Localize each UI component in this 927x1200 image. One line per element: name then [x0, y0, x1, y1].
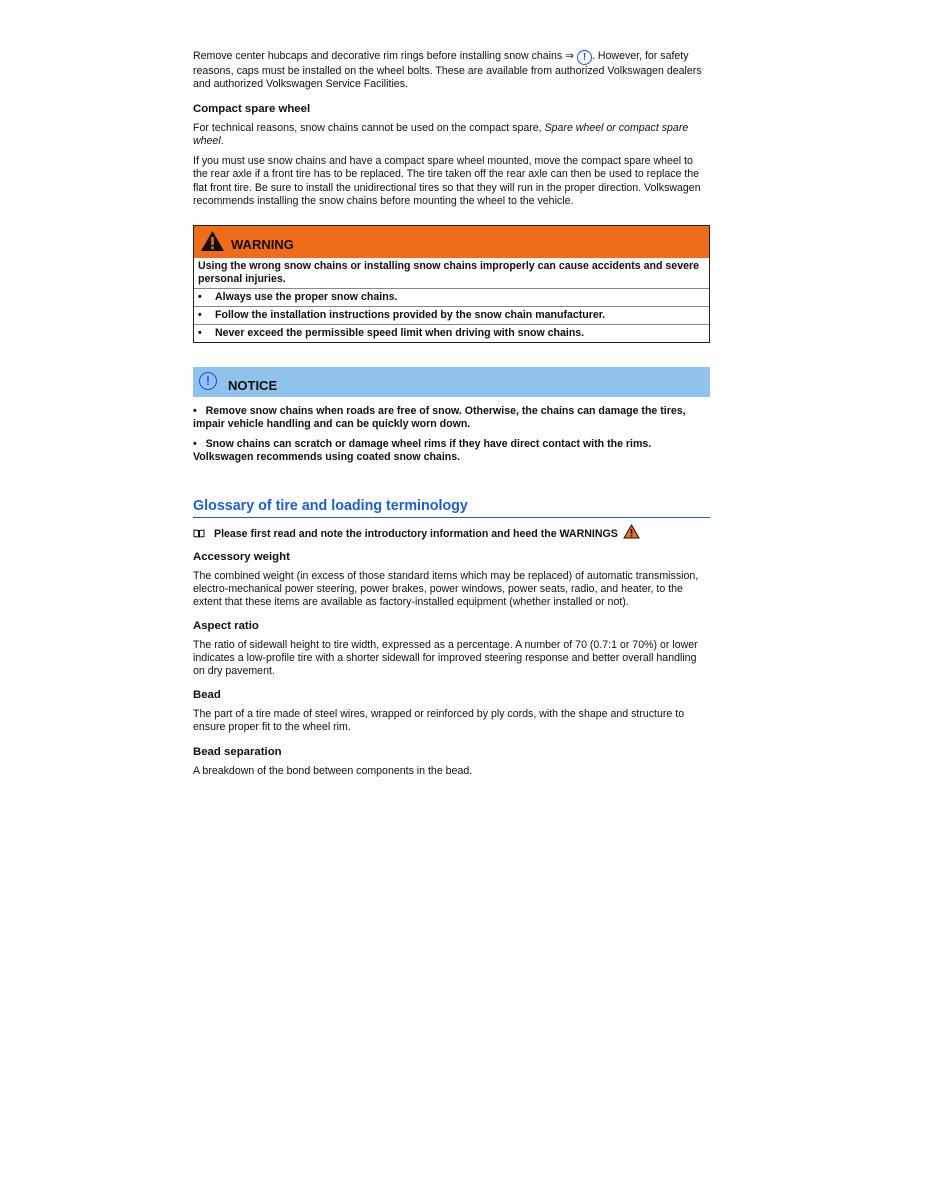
warning-item-text: Always use the proper snow chains. — [215, 290, 398, 303]
compact-spare-xref-link[interactable]: Spare wheel or compact spare wheel — [193, 122, 689, 148]
warning-lead: Using the wrong snow chains or installing snow chains improperly can cause accidents and severe personal injuries. — [198, 259, 699, 285]
compact-spare-para-1-end: . — [220, 135, 224, 148]
compact-spare-heading: Compact spare wheel — [193, 103, 311, 116]
compact-spare-para-1 — [193, 122, 710, 148]
term-body: The combined weight (in excess of those standard items which may be replaced) of automatic transmission, electro-mechanical power steering, power brakes, power windows, power seats, radio, and heater, to the extent that these items are available as factory-installed equipment (whether installed or not). — [193, 569, 699, 608]
term-body: The part of a tire made of steel wires, wrapped or reinforced by ply cords, with the shape and structure to ensure proper fit to the wheel rim. — [193, 708, 685, 734]
notice-icon: ! — [577, 50, 592, 65]
bullet: • — [198, 308, 202, 321]
intro-text-after: . However, for safety reasons, caps must be installed on the wheel bolts. These are available from authorized Volkswagen dealers and authorized Volkswagen Service Facilities. — [193, 50, 702, 91]
glossary-term — [193, 745, 710, 778]
notice-body — [193, 405, 710, 464]
compact-spare-para-2: If you must use snow chains and have a compact spare wheel mounted, move the compact spare wheel to the rear axle if a front tire has to be replaced. The tire taken off the rear axle can then be used to replace the flat front tire. Be sure to install the unidirectional tires so that they will run in the proper direction. Volkswagen recommends installing the snow chains before mounting the wheel to the vehicle. — [193, 155, 701, 207]
warning-box — [193, 225, 710, 343]
bullet: • — [193, 404, 197, 417]
glossary-term — [193, 688, 710, 734]
term-heading: Aspect ratio — [193, 620, 259, 633]
intro-text-before: Remove center hubcaps and decorative rim rings before installing snow chains ⇒ — [193, 50, 575, 62]
notice-item-text: Remove snow chains when roads are free of snow. Otherwise, the chains can damage the tires, impair vehicle handling and can be quickly worn down. — [193, 404, 686, 430]
bullet: • — [198, 326, 202, 339]
document-page — [193, 50, 710, 778]
term-body: A breakdown of the bond between components in the bead. — [193, 764, 473, 777]
notice-icon: ! — [199, 372, 217, 390]
warning-item — [194, 288, 709, 306]
book-icon — [193, 529, 205, 538]
notice-item — [193, 438, 710, 464]
bullet: • — [198, 290, 202, 303]
term-heading: Accessory weight — [193, 550, 290, 563]
warning-triangle-icon — [200, 230, 225, 252]
warning-triangle-icon — [623, 524, 640, 539]
notice-label: NOTICE — [228, 377, 278, 393]
compact-spare-para-1-text: For technical reasons, snow chains cannot be used on the compact spare, — [193, 122, 545, 135]
notice-item — [193, 405, 710, 431]
warning-header — [194, 226, 709, 258]
term-heading: Bead — [193, 689, 221, 702]
notice-item-text: Snow chains can scratch or damage wheel rims if they have direct contact with the rims. Volkswagen recommends using coated snow chains. — [193, 437, 652, 463]
warning-item-text: Never exceed the permissible speed limit when driving with snow chains. — [215, 326, 585, 339]
glossary-term — [193, 619, 710, 678]
warning-item — [194, 324, 709, 342]
warning-item-text: Follow the installation instructions provided by the snow chain manufacturer. — [215, 308, 606, 321]
warning-item — [194, 306, 709, 324]
intro-paragraph — [193, 50, 710, 91]
warning-label: WARNING — [231, 236, 294, 252]
term-heading: Bead separation — [193, 745, 282, 758]
glossary-intro — [193, 528, 710, 540]
glossary-term — [193, 550, 710, 609]
glossary-title: Glossary of tire and loading terminology — [193, 498, 710, 518]
term-body: The ratio of sidewall height to tire width, expressed as a percentage. A number of 70 (0.7:1 or 70%) or lower indicates a low-profile tire with a shorter sidewall for improved steering response and better overall handling on dry pavement. — [193, 639, 698, 678]
notice-header — [193, 367, 710, 397]
bullet: • — [193, 437, 197, 450]
warning-body — [194, 258, 709, 342]
glossary-intro-text: Please first read and note the introductory information and heed the WARNINGS — [214, 527, 618, 540]
